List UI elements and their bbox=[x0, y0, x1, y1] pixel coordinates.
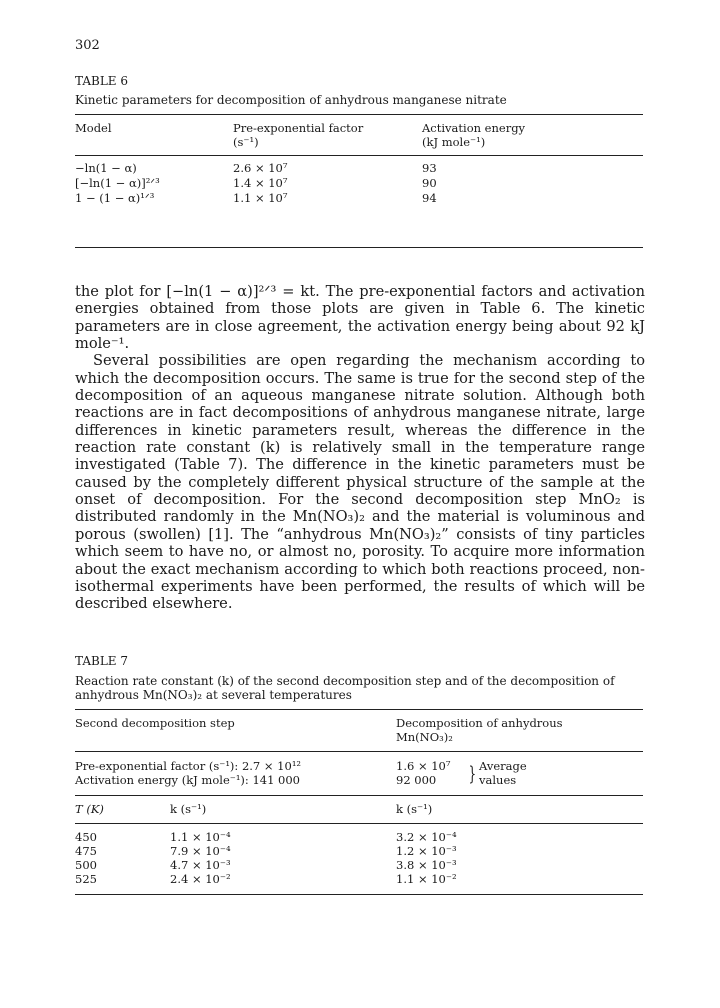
table7-row-T: 525 bbox=[75, 872, 97, 886]
table7-col-k2: k (s⁻¹) bbox=[396, 802, 433, 816]
table7-col-decomp-line2: Mn(NO₃)₂ bbox=[396, 730, 453, 744]
table6-row-pre-exp: 2.6 × 10⁷ bbox=[233, 161, 288, 175]
table6-caption: Kinetic parameters for decomposition of anhydrous manganese nitrate bbox=[75, 93, 507, 107]
table7-top-rule bbox=[75, 709, 643, 710]
table7-row-k-second: 7.9 × 10⁻⁴ bbox=[170, 844, 231, 858]
table7-pre-exp-second: Pre-exponential factor (s⁻¹): 2.7 × 10¹² bbox=[75, 759, 302, 773]
table7-bottom-rule bbox=[75, 894, 643, 895]
table7-average-2: values bbox=[479, 773, 517, 787]
table7-caption-line1: Reaction rate constant (k) of the second decomposition step and of the decomposition of bbox=[75, 674, 615, 688]
table6-row-model: −ln(1 − α) bbox=[75, 161, 137, 175]
table7-row-k-anhydrous: 1.2 × 10⁻³ bbox=[396, 844, 457, 858]
table7-mid-rule bbox=[75, 795, 643, 796]
table6-row-pre-exp: 1.1 × 10⁷ bbox=[233, 191, 288, 205]
table7-row-k-second: 1.1 × 10⁻⁴ bbox=[170, 830, 231, 844]
table6-row-model: 1 − (1 − α)¹ᐟ³ bbox=[75, 191, 155, 205]
table7-row-k-anhydrous: 3.2 × 10⁻⁴ bbox=[396, 830, 457, 844]
body-text bbox=[75, 283, 645, 613]
table7-col-k: k (s⁻¹) bbox=[170, 802, 207, 816]
table7-col-second: Second decomposition step bbox=[75, 716, 235, 730]
table6-row-pre-exp: 1.4 × 10⁷ bbox=[233, 176, 288, 190]
table7-row-k-anhydrous: 3.8 × 10⁻³ bbox=[396, 858, 457, 872]
table7-caption-line2: anhydrous Mn(NO₃)₂ at several temperatures bbox=[75, 688, 352, 702]
table7-pre-exp-anhydrous: 1.6 × 10⁷ bbox=[396, 759, 451, 773]
table7-label: TABLE 7 bbox=[75, 654, 129, 668]
table7-row-T: 500 bbox=[75, 858, 97, 872]
table6-row-activation: 93 bbox=[422, 161, 437, 175]
page-number: 302 bbox=[75, 38, 100, 53]
table7-row-T: 475 bbox=[75, 844, 97, 858]
table6-row-model: [−ln(1 − α)]²ᐟ³ bbox=[75, 176, 160, 190]
table6-row-activation: 90 bbox=[422, 176, 437, 190]
table7-activation-anhydrous: 92 000 bbox=[396, 773, 437, 787]
table7-row-k-second: 4.7 × 10⁻³ bbox=[170, 858, 231, 872]
table7-average-1: Average bbox=[479, 759, 527, 773]
table7-header2-rule bbox=[75, 823, 643, 824]
table6-top-rule bbox=[75, 114, 643, 115]
paragraph: Several possibilities are open regarding the mechanism according to which the decomposition occurs. The same is true for the second step of the decomposition of an aqueous manganese nitrate solution. Although both reactions are in fact decompositions of anhydrous manganese nitrate, large differences in kinetic parameters result, whereas the difference in the reaction rate constant (k) is relatively small in the temperature range investigated (Table 7). The difference in the kinetic parameters must be caused by the completely different physical structure of the sample at the onset of decomposition. For the second decomposition step MnO₂ is distributed randomly in the Mn(NO₃)₂ and the material is voluminous and porous (swollen) [1]. The “anhydrous Mn(NO₃)₂” consists of tiny particles which seem to have no, or almost no, porosity. To acquire more information about the exact mechanism according to which both reactions proceed, non-isothermal experiments have been performed, the results of which will be described elsewhere. bbox=[75, 352, 645, 613]
paragraph: the plot for [−ln(1 − α)]²ᐟ³ = kt. The pre-exponential factors and activation energies obtained from those plots are given in Table 6. The kinetic parameters are in close agreement, the activation energy being about 92 kJ mole⁻¹. bbox=[75, 283, 645, 353]
table7-header-rule bbox=[75, 751, 643, 752]
table6-header-pre-exp: Pre-exponential factor bbox=[233, 121, 364, 135]
brace-icon: } bbox=[468, 761, 477, 785]
table7-col-decomp-line1: Decomposition of anhydrous bbox=[396, 716, 563, 730]
table6-header-pre-exp-unit: (s⁻¹) bbox=[233, 135, 259, 149]
table7-col-T: T (K) bbox=[75, 802, 104, 816]
table7-activation-second: Activation energy (kJ mole⁻¹): 141 000 bbox=[75, 773, 300, 787]
table7-row-k-anhydrous: 1.1 × 10⁻² bbox=[396, 872, 457, 886]
table6-header-activation-unit: (kJ mole⁻¹) bbox=[422, 135, 486, 149]
table6-header-rule bbox=[75, 155, 643, 156]
table6-label: TABLE 6 bbox=[75, 74, 129, 88]
table6-header-activation: Activation energy bbox=[422, 121, 526, 135]
table7-row-T: 450 bbox=[75, 830, 97, 844]
table7-row-k-second: 2.4 × 10⁻² bbox=[170, 872, 231, 886]
table6-row-activation: 94 bbox=[422, 191, 437, 205]
table6-bottom-rule bbox=[75, 247, 643, 248]
table6-header-model: Model bbox=[75, 121, 112, 135]
